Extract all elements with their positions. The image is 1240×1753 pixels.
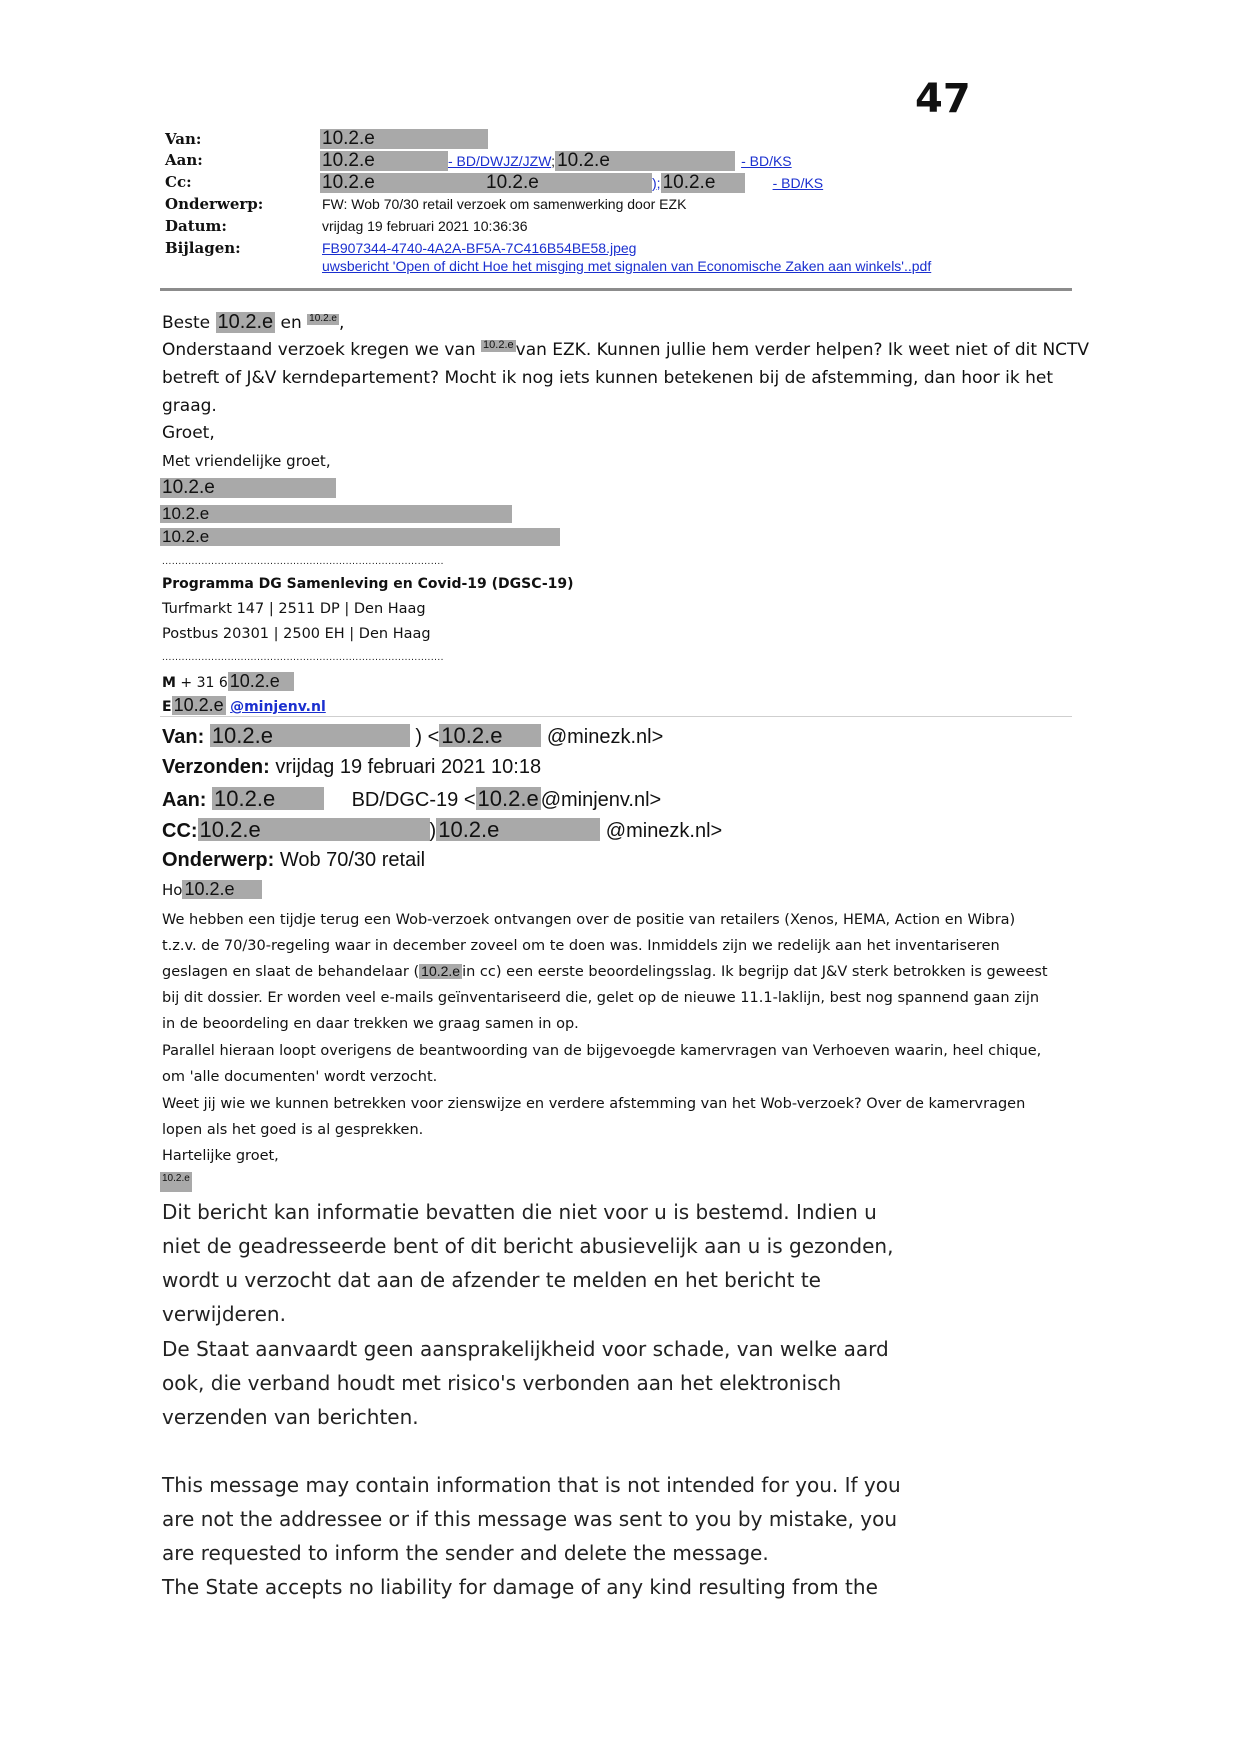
header-van-value (320, 128, 488, 150)
attachment-pdf-link[interactable]: uwsbericht 'Open of dicht Hoe het misging met signalen van Economische Zaken aan winkels'..pdf (322, 258, 932, 274)
redaction: 10.2.e (228, 672, 294, 691)
redaction: 10.2.e (320, 151, 448, 171)
redaction: 10.2.e (198, 818, 430, 841)
fwd-hartelijke-groet: Hartelijke groet, (162, 1148, 279, 1164)
fwd-body-line-7: om 'alle documenten' wordt verzocht. (162, 1069, 438, 1085)
header-bijlagen-label: Bijlagen: (165, 239, 241, 257)
signature-dept (160, 527, 560, 547)
redaction: 10.2.e (173, 695, 224, 715)
redaction: 10.2.e (439, 724, 541, 747)
disclaimer-nl-1: Dit bericht kan informatie bevatten die niet voor u is bestemd. Indien u (162, 1200, 877, 1224)
greeting-line (162, 312, 344, 333)
message-line-2: betreft of J&V kerndepartement? Mocht ik nog iets kunnen betekenen bij de afstemming, dan hoor ik het (162, 368, 1054, 388)
redaction: 10.2.e (160, 478, 336, 498)
dotted-separator: ...................................................................................... (162, 652, 444, 663)
text: vrijdag 19 februari 2021 10:18 (275, 756, 542, 778)
address-line-2: Postbus 20301 | 2500 EH | Den Haag (162, 626, 431, 642)
fwd-body-line-8: Weet jij wie we kunnen betrekken voor zienswijze en verdere afstemming van het Wob-verzoek? Over de kamervragen (162, 1096, 1026, 1112)
fwd-aan-line (162, 787, 661, 812)
aan-link-ks[interactable]: - BD/KS (741, 153, 792, 169)
header-datum-value: vrijdag 19 februari 2021 10:36:36 (322, 218, 528, 234)
redaction: 10.2.e (160, 528, 560, 546)
header-divider (160, 288, 1072, 291)
disclaimer-en-2: are not the addressee or if this message was sent to you by mistake, you (162, 1507, 898, 1531)
header-aan-label: Aan: (165, 151, 203, 169)
met-vriendelijke-groet: Met vriendelijke groet, (162, 452, 331, 470)
separator: ; (551, 153, 556, 169)
text: Onderstaand verzoek kregen we van (162, 340, 476, 360)
fwd-verzonden-line (162, 756, 541, 779)
redaction: 10.2.e (484, 173, 652, 193)
fwd-body-line-4: bij dit dossier. Er worden veel e-mails geïnventariseerd die, gelet op de nieuwe 11.1-laklijn, best nog spannend gaan zijn (162, 990, 1040, 1006)
org-name: Programma DG Samenleving en Covid-19 (DGSC-19) (162, 576, 574, 592)
redaction: 10.2.e (309, 313, 337, 325)
header-onderwerp-label: Onderwerp: (165, 195, 264, 213)
signature-title (160, 504, 512, 524)
aan-link-dwjz[interactable]: - BD/DWJZ/JZW (448, 153, 552, 169)
disclaimer-en-4: The State accepts no liability for damage of any kind resulting from the (162, 1575, 878, 1599)
disclaimer-en-1: This message may contain information that is not intended for you. If you (162, 1473, 901, 1497)
cc-link-1[interactable]: ); (652, 175, 661, 191)
page-number: 47 (915, 76, 971, 122)
mobile-prefix: M (162, 675, 176, 691)
mobile-number: + 31 6 (180, 675, 228, 691)
disclaimer-nl-6: ook, die verband houdt met risico's verbonden aan het elektronisch (162, 1371, 842, 1395)
header-van-label: Van: (165, 130, 202, 148)
signature-name (160, 477, 336, 499)
disclaimer-nl-5: De Staat aanvaardt geen aansprakelijkheid voor schade, van welke aard (162, 1337, 889, 1361)
fwd-salutation (162, 880, 262, 899)
email-prefix: E (162, 699, 172, 715)
message-line-1 (162, 340, 1089, 360)
redaction: 10.2.e (477, 786, 539, 811)
label: Onderwerp: (162, 849, 275, 871)
text: in cc) een eerste beoordelingsslag. Ik begrijp dat J&V sterk betrokken is geweest (462, 964, 1048, 980)
email-link[interactable]: @minjenv.nl (230, 699, 326, 715)
label: Van: (162, 726, 205, 748)
fwd-onderwerp-line (162, 849, 425, 872)
redaction: 10.2.e (217, 311, 274, 333)
greeting-word: Beste (162, 313, 211, 333)
text: @minezk.nl> (605, 820, 723, 842)
text: ) (429, 820, 437, 842)
fwd-body-line-1: We hebben een tijdje terug een Wob-verzoek ontvangen over de positie van retailers (Xenos, HEMA, Action en Wibra) (162, 912, 1016, 928)
redaction: 10.2.e (160, 1172, 192, 1192)
fwd-signature (160, 1172, 192, 1192)
label: CC: (162, 820, 198, 842)
redaction: 10.2.e (320, 129, 488, 149)
disclaimer-nl-3: wordt u verzocht dat aan de afzender te melden en het bericht te (162, 1268, 821, 1292)
groet: Groet, (162, 423, 215, 443)
comma: , (338, 313, 345, 333)
mobile-line (162, 672, 294, 691)
fwd-body-line-9: lopen als het goed is al gesprekken. (162, 1122, 424, 1138)
redaction: 10.2.e (182, 880, 262, 899)
header-onderwerp-value: FW: Wob 70/30 retail verzoek om samenwerking door EZK (322, 196, 687, 212)
fwd-body-line-6: Parallel hieraan loopt overigens de beantwoording van de bijgevoegde kamervragen van Verhoeven waarin, heel chique, (162, 1043, 1042, 1059)
fwd-body-line-2: t.z.v. de 70/30-regeling waar in december zoveel om te doen was. Inmiddels zijn we redelijk aan het inventariseren (162, 938, 1000, 954)
redaction: 10.2.e (212, 787, 324, 810)
greeting-and: en (280, 313, 302, 333)
forward-divider (160, 716, 1072, 717)
attachment-jpeg-link[interactable]: FB907344-4740-4A2A-BF5A-7C416B54BE58.jpeg (322, 240, 637, 256)
text: geslagen en slaat de behandelaar ( (162, 964, 420, 980)
redaction: 10.2.e (160, 505, 512, 523)
address-line-1: Turfmarkt 147 | 2511 DP | Den Haag (162, 601, 426, 617)
email-line (162, 696, 326, 715)
cc-link-ks[interactable]: - BD/KS (772, 175, 824, 191)
redaction: 10.2.e (210, 724, 410, 747)
fwd-body-line-5: in de beoordeling en daar trekken we graag samen in op. (162, 1016, 579, 1032)
dotted-separator: ...................................................................................... (162, 556, 444, 567)
header-datum-label: Datum: (165, 217, 227, 235)
header-cc-value (320, 172, 823, 194)
redaction: 10.2.e (661, 173, 745, 193)
fwd-cc-line (162, 818, 722, 843)
redaction: 10.2.e (421, 963, 461, 979)
text: van EZK. Kunnen jullie hem verder helpen? Ik weet niet of dit NCTV (515, 340, 1090, 360)
redaction: 10.2.e (320, 173, 484, 193)
header-cc-label: Cc: (165, 173, 192, 191)
label: Verzonden: (162, 756, 270, 778)
text: Ho (162, 881, 183, 899)
text: BD/DGC-19 < (351, 789, 476, 811)
disclaimer-nl-7: verzenden van berichten. (162, 1405, 419, 1429)
redaction: 10.2.e (483, 339, 514, 352)
disclaimer-en-3: are requested to inform the sender and delete the message. (162, 1541, 769, 1565)
redaction: 10.2.e (555, 151, 735, 171)
fwd-body-line-3 (162, 964, 1048, 980)
text: Wob 70/30 retail (279, 849, 426, 871)
text: @minezk.nl> (546, 726, 664, 748)
disclaimer-nl-2: niet de geadresseerde bent of dit bericht abusievelijk aan u is gezonden, (162, 1234, 894, 1258)
redaction: 10.2.e (436, 818, 600, 841)
label: Aan: (162, 789, 207, 811)
disclaimer-nl-4: verwijderen. (162, 1302, 286, 1326)
text: ) < (415, 726, 440, 748)
message-line-3: graag. (162, 396, 217, 416)
fwd-van-line (162, 724, 663, 749)
text: @minjenv.nl> (540, 789, 662, 811)
header-aan-value (320, 150, 792, 172)
